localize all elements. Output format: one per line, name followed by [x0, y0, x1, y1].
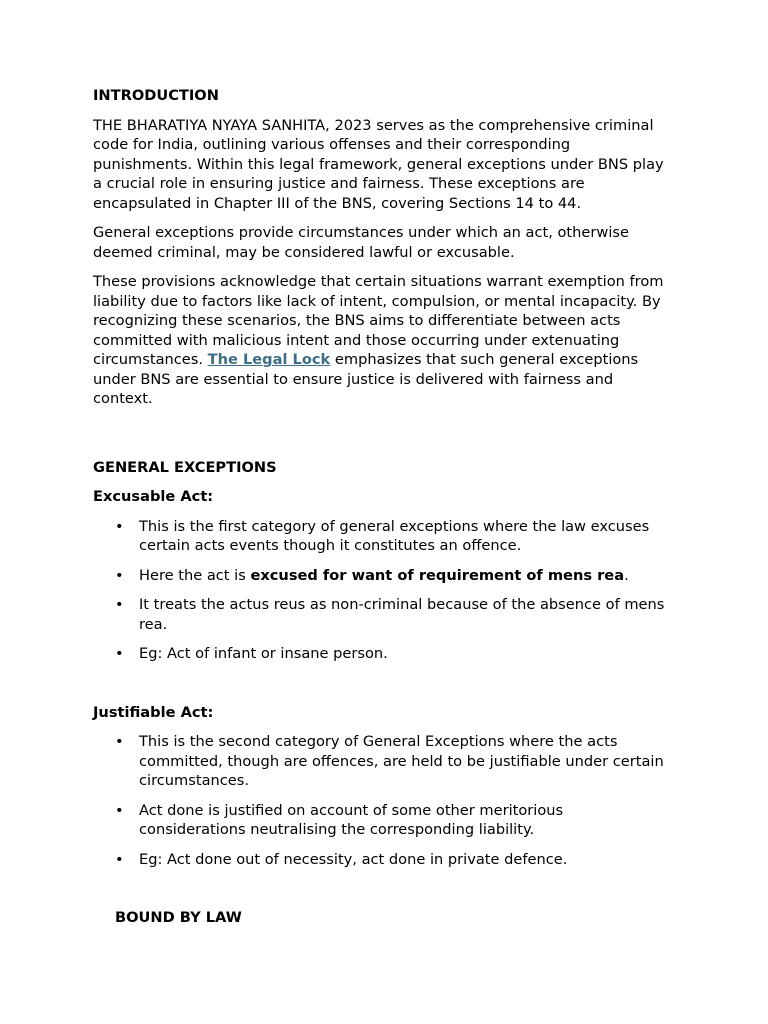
bullet-icon: •: [115, 801, 124, 819]
spacer: [93, 674, 673, 703]
list-item: [93, 732, 673, 791]
justifiable-act-list: [93, 732, 673, 869]
list-item-text: Act done is justified on account of some other meritorious considerations neutralising the corresponding liability.: [139, 801, 564, 838]
spacer: [93, 419, 673, 458]
list-item-text: This is the second category of General Exceptions where the acts committed, though are offences, are held to be justifiable under certain circumstances.: [139, 733, 664, 789]
excusable-act-heading: Excusable Act:: [93, 488, 214, 505]
bullet-icon: •: [115, 517, 124, 535]
list-item-text: It treats the actus reus as non-criminal because of the absence of mens rea.: [139, 596, 665, 633]
bullet-icon: •: [115, 566, 124, 584]
list-item: [93, 801, 673, 840]
introduction-heading: INTRODUCTION: [93, 87, 219, 104]
list-item: [93, 517, 673, 556]
list-item-text: This is the first category of general exceptions where the law excuses certain acts events though it constitutes an offence.: [139, 517, 650, 554]
list-item: [93, 566, 673, 586]
justifiable-act-heading: Justifiable Act:: [93, 703, 214, 721]
spacer: [93, 879, 673, 908]
list-item-text: Eg: Act done out of necessity, act done in private defence.: [139, 850, 568, 868]
bullet-icon: •: [115, 733, 124, 750]
list-item-text-after: .: [624, 566, 629, 584]
bullet-icon: •: [115, 850, 124, 868]
bullet-icon: •: [115, 596, 124, 613]
list-item: [93, 644, 673, 664]
intro-paragraph-3-text-after: emphasizes that such general exceptions under BNS are essential to ensure justice is delivered with fairness and context.: [93, 351, 639, 407]
intro-paragraph-1: THE BHARATIYA NYAYA SANHITA, 2023 serves as the comprehensive criminal code for India, outlining various offenses and their corresponding punishments. Within this legal framework, general exceptions under BNS play a crucial role in ensuring justice and fairness. These exceptions are encapsulated in Chapter III of the BNS, covering Sections 14 to 44.: [93, 116, 664, 212]
bound-by-law-heading: BOUND BY LAW: [115, 909, 242, 926]
intro-paragraph-3-text-before: These provisions acknowledge that certain situations warrant exemption from liability due to factors like lack of intent, compulsion, or mental incapacity. By recognizing these scenarios, the BNS aims to differentiate between acts committed with malicious intent and those occurring under extenuating circumstances.: [93, 273, 664, 368]
the-legal-lock-link[interactable]: The Legal Lock: [207, 351, 331, 368]
excusable-act-list: [93, 517, 673, 664]
list-item-text-before: Here the act is: [139, 566, 246, 584]
intro-paragraph-2: General exceptions provide circumstances under which an act, otherwise deemed criminal, may be considered lawful or excusable.: [93, 224, 629, 261]
list-item-bold-text: excused for want of requirement of mens rea: [250, 566, 625, 584]
list-item: [93, 595, 673, 634]
document-page: [93, 86, 673, 928]
bullet-icon: •: [115, 645, 124, 662]
list-item-text: Eg: Act of infant or insane person.: [139, 645, 388, 662]
intro-paragraph-3: [93, 272, 673, 409]
list-item: [93, 850, 673, 870]
general-exceptions-heading: GENERAL EXCEPTIONS: [93, 458, 277, 476]
